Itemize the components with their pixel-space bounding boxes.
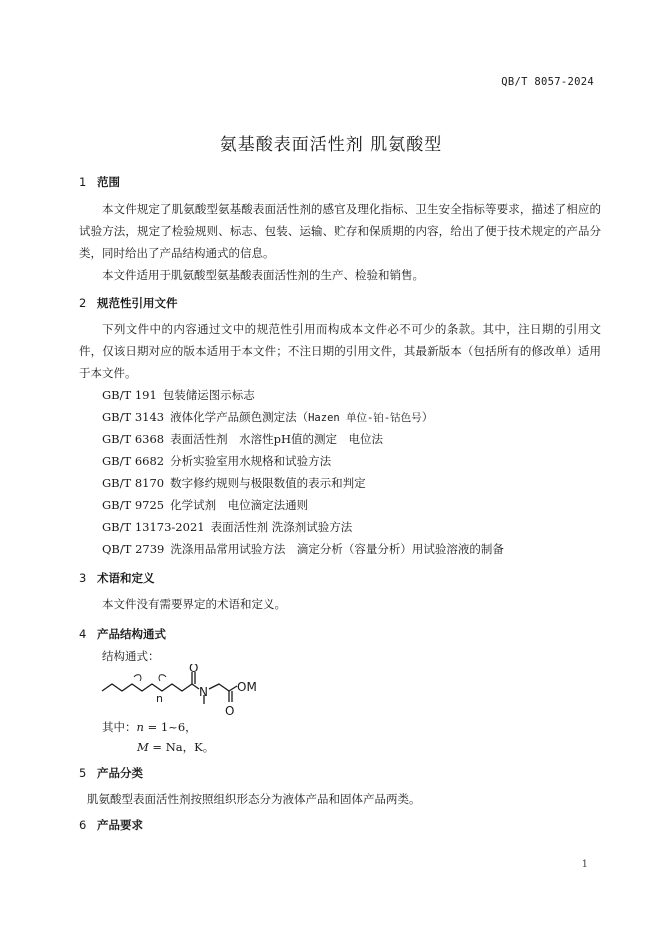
- formula-where-n: [102, 719, 197, 735]
- section-3-paragraph-1: 本文件没有需要界定的术语和定义。: [102, 597, 286, 611]
- reference-code: GB/T 6682: [102, 454, 165, 468]
- reference-item: [102, 541, 504, 557]
- section-1-heading: [79, 174, 120, 190]
- where-prefix: 其中：: [102, 720, 137, 734]
- section-title: 产品分类: [97, 766, 143, 780]
- section-number: 2: [79, 296, 87, 310]
- section-title: 规范性引用文件: [97, 296, 178, 310]
- reference-title: 分析实验室用水规格和试验方法: [170, 454, 332, 468]
- reference-item: [102, 431, 383, 447]
- section-3-heading: [79, 570, 155, 586]
- reference-code: GB/T 8170: [102, 476, 165, 490]
- section-number: 6: [79, 818, 87, 832]
- subscript-n: n: [156, 692, 163, 705]
- reference-code: GB/T 3143: [102, 410, 165, 424]
- carbonyl-oxygen: O: [189, 664, 199, 675]
- reference-item: [102, 453, 331, 469]
- reference-title: 表面活性剂 洗涤剂试验方法: [210, 520, 353, 534]
- section-number: 4: [79, 627, 87, 641]
- section-title: 产品要求: [97, 818, 143, 832]
- reference-item: [102, 497, 308, 513]
- reference-code: GB/T 6368: [102, 432, 165, 446]
- structural-formula: [96, 664, 286, 722]
- acid-oxygen: O: [225, 704, 235, 718]
- formula-label: 结构通式：: [102, 649, 160, 663]
- reference-title: 液体化学产品颜色测定法（: [170, 410, 309, 424]
- n-symbol: n: [136, 720, 144, 734]
- reference-hazen: Hazen 单位-铂-钴色号: [308, 412, 422, 424]
- section-title: 术语和定义: [97, 571, 155, 585]
- section-1-paragraph-2: 本文件适用于肌氨酸型氨基酸表面活性剂的生产、检验和销售。: [102, 268, 424, 282]
- section-number: 3: [79, 571, 87, 585]
- section-2-heading: [79, 295, 178, 311]
- section-5-heading: [79, 765, 143, 781]
- reference-title: 化学试剂 电位滴定法通则: [170, 498, 309, 512]
- document-title: 氨基酸表面活性剂 肌氨酸型: [219, 135, 443, 155]
- formula-where-m: [137, 739, 214, 755]
- standard-number: QB/T 8057-2024: [501, 76, 594, 88]
- m-symbol: M: [137, 740, 149, 754]
- reference-title-end: ）: [421, 410, 434, 424]
- reference-title: 包装储运图示标志: [162, 388, 255, 402]
- page-number: 1: [581, 859, 588, 870]
- repeat-bracket: [134, 675, 166, 681]
- reference-code: GB/T 191: [102, 388, 157, 402]
- section-4-heading: [79, 626, 166, 642]
- n-value: = 1~6，: [143, 720, 197, 734]
- reference-item: [102, 475, 366, 491]
- reference-title: 数字修约规则与极限数值的表示和判定: [170, 476, 366, 490]
- reference-title: 洗涤用品常用试验方法 滴定分析（容量分析）用试验溶液的制备: [170, 542, 504, 556]
- section-number: 1: [79, 175, 87, 189]
- reference-code: GB/T 9725: [102, 498, 165, 512]
- nitrogen-atom: N: [199, 685, 208, 699]
- section-number: 5: [79, 766, 87, 780]
- reference-code: GB/T 13173-2021: [102, 520, 205, 534]
- section-title: 范围: [97, 175, 120, 189]
- reference-code: QB/T 2739: [102, 542, 165, 556]
- reference-item: [102, 409, 433, 425]
- section-5-paragraph-1: 肌氨酸型表面活性剂按照组织形态分为液体产品和固体产品两类。: [87, 792, 421, 806]
- carbon-chain: [102, 672, 237, 704]
- reference-item: [102, 387, 255, 403]
- section-2-paragraph-1: 下列文件中的内容通过文中的规范性引用而构成本文件必不可少的条款。其中，注日期的引用文件，仅该日期对应的版本适用于本文件；不注日期的引用文件，其最新版本（包括所有的修改单）适用于本文件。: [79, 322, 601, 380]
- reference-item: [102, 519, 352, 535]
- reference-title: 表面活性剂 水溶性pH值的测定 电位法: [170, 432, 383, 446]
- m-value: = Na，K。: [148, 740, 215, 754]
- section-6-heading: [79, 817, 143, 833]
- salt-group: OM: [237, 680, 257, 694]
- section-title: 产品结构通式: [97, 627, 166, 641]
- section-1-paragraph-1: 本文件规定了肌氨酸型氨基酸表面活性剂的感官及理化指标、卫生安全指标等要求，描述了相应的试验方法，规定了检验规则、标志、包装、运输、贮存和保质期的内容，给出了便于技术规定的产品分类，同时给出了产品结构通式的信息。: [79, 202, 601, 260]
